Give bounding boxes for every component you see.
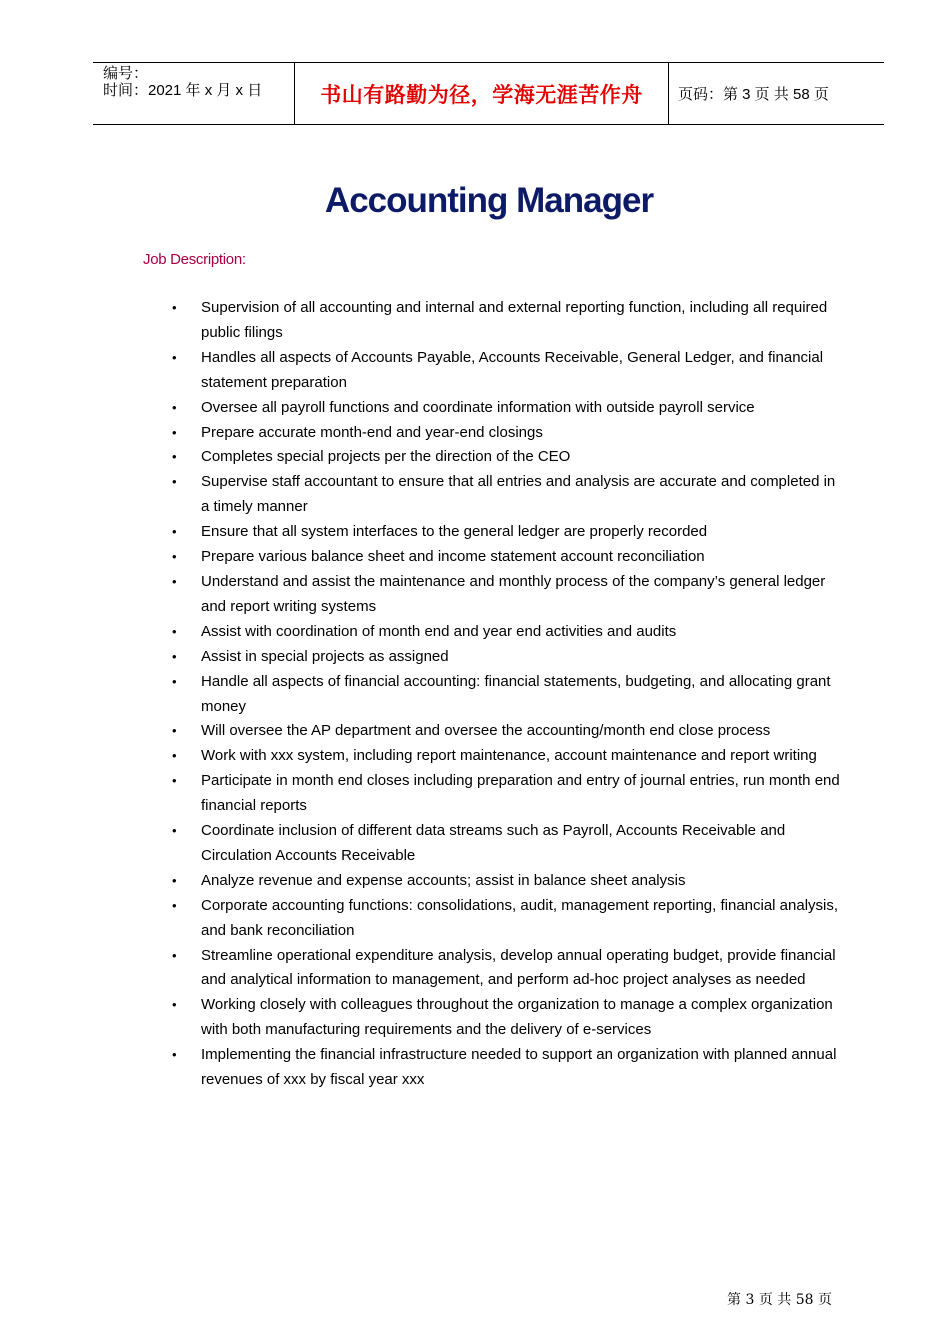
header-motto-cell (294, 63, 669, 124)
duty-item (0, 944, 841, 994)
duty-text: Ensure that all system interfaces to the general ledger are properly recorded (201, 523, 708, 541)
bullet-icon: • (172, 723, 177, 739)
duty-item (0, 421, 841, 446)
header-motto: 书山有路勤为径，学海无涯苦作舟 (320, 81, 643, 107)
page-footer: 第 3 页 共 58 页 (727, 1292, 832, 1308)
duty-text: Streamline operational expenditure analysis, develop annual operating budget, provide financial and analytical information to management, and perform ad-hoc project analyses as needed (201, 946, 836, 989)
duty-text: Corporate accounting functions: consolidations, audit, management reporting, financial analysis, and bank reconciliation (201, 896, 839, 939)
duty-item (0, 670, 841, 720)
bullet-icon: • (172, 549, 177, 565)
duty-item (0, 545, 841, 570)
bullet-icon: • (172, 573, 177, 589)
job-description-heading: Job Description: (143, 251, 246, 268)
duty-item (0, 645, 841, 670)
header-page-cell (669, 63, 884, 124)
duty-item (0, 894, 841, 944)
bullet-icon: • (172, 897, 177, 913)
duty-item (0, 346, 841, 396)
duty-text: Working closely with colleagues throughout the organization to manage a complex organization with both manufacturing requirements and the delivery of e-services (201, 996, 833, 1039)
duty-text: Completes special projects per the direction of the CEO (201, 448, 571, 466)
bullet-icon: • (172, 349, 177, 365)
header-meta-cell (93, 63, 294, 124)
duty-item (0, 296, 841, 346)
duty-text: Understand and assist the maintenance and monthly process of the company’s general ledger and report writing systems (201, 572, 826, 615)
bullet-icon: • (172, 474, 177, 490)
duties-list (0, 296, 841, 1093)
duty-text: Analyze revenue and expense accounts; assist in balance sheet analysis (201, 871, 686, 889)
duty-item (0, 470, 841, 520)
duty-text: Work with xxx system, including report maintenance, account maintenance and report writing (201, 747, 817, 765)
duty-item (0, 520, 841, 545)
page-header (93, 62, 884, 125)
bullet-icon: • (172, 648, 177, 664)
duty-text: Participate in month end closes including preparation and entry of journal entries, run month end financial reports (201, 772, 840, 815)
bullet-icon: • (172, 623, 177, 639)
duty-text: Assist with coordination of month end and year end activities and audits (201, 622, 677, 640)
bullet-icon: • (172, 748, 177, 764)
bullet-icon: • (172, 1047, 177, 1063)
duty-item (0, 620, 841, 645)
header-page-code: 页码：第 3 页 共 58 页 (678, 86, 829, 103)
duty-item (0, 819, 841, 869)
document-title: Accounting Manager (324, 181, 654, 220)
bullet-icon: • (172, 773, 177, 789)
bullet-icon: • (172, 399, 177, 415)
bullet-icon: • (172, 449, 177, 465)
duty-item (0, 570, 841, 620)
duty-text: Handle all aspects of financial accounting: financial statements, budgeting, and allocating grant money (201, 672, 831, 715)
bullet-icon: • (172, 947, 177, 963)
duty-text: Handles all aspects of Accounts Payable, Accounts Receivable, General Ledger, and financial statement preparation (201, 348, 824, 391)
duty-item (0, 869, 841, 894)
duty-text: Prepare accurate month-end and year-end closings (201, 423, 543, 441)
duty-item (0, 744, 841, 769)
duty-text: Assist in special projects as assigned (201, 647, 449, 665)
duty-text: Supervision of all accounting and internal and external reporting function, including all required public filings (201, 299, 828, 341)
duty-text: Supervise staff accountant to ensure that all entries and analysis are accurate and completed in a timely manner (201, 473, 836, 516)
duty-item (0, 769, 841, 819)
bullet-icon: • (172, 300, 177, 315)
duty-text: Prepare various balance sheet and income statement account reconciliation (201, 548, 705, 566)
duty-item (0, 1043, 841, 1093)
bullet-icon: • (172, 424, 177, 440)
duty-text: Implementing the financial infrastructure needed to support an organization with planned annual revenues of xxx by fiscal year xxx (201, 1046, 837, 1089)
duty-item (0, 993, 841, 1043)
duty-item (0, 719, 841, 744)
bullet-icon: • (172, 872, 177, 888)
document-number-label: 编号： (103, 65, 149, 82)
bullet-icon: • (172, 673, 177, 689)
bullet-icon: • (172, 997, 177, 1013)
duty-text: Coordinate inclusion of different data streams such as Payroll, Accounts Receivable and Circulation Accounts Receivable (201, 822, 786, 864)
duty-item (0, 396, 841, 421)
duty-text: Will oversee the AP department and oversee the accounting/month end close process (201, 722, 771, 740)
bullet-icon: • (172, 524, 177, 540)
bullet-icon: • (172, 823, 177, 839)
document-time-label: 时间：2021 年 x 月 x 日 (103, 82, 263, 99)
duty-item (0, 445, 841, 470)
duty-text: Oversee all payroll functions and coordinate information with outside payroll service (201, 398, 755, 416)
